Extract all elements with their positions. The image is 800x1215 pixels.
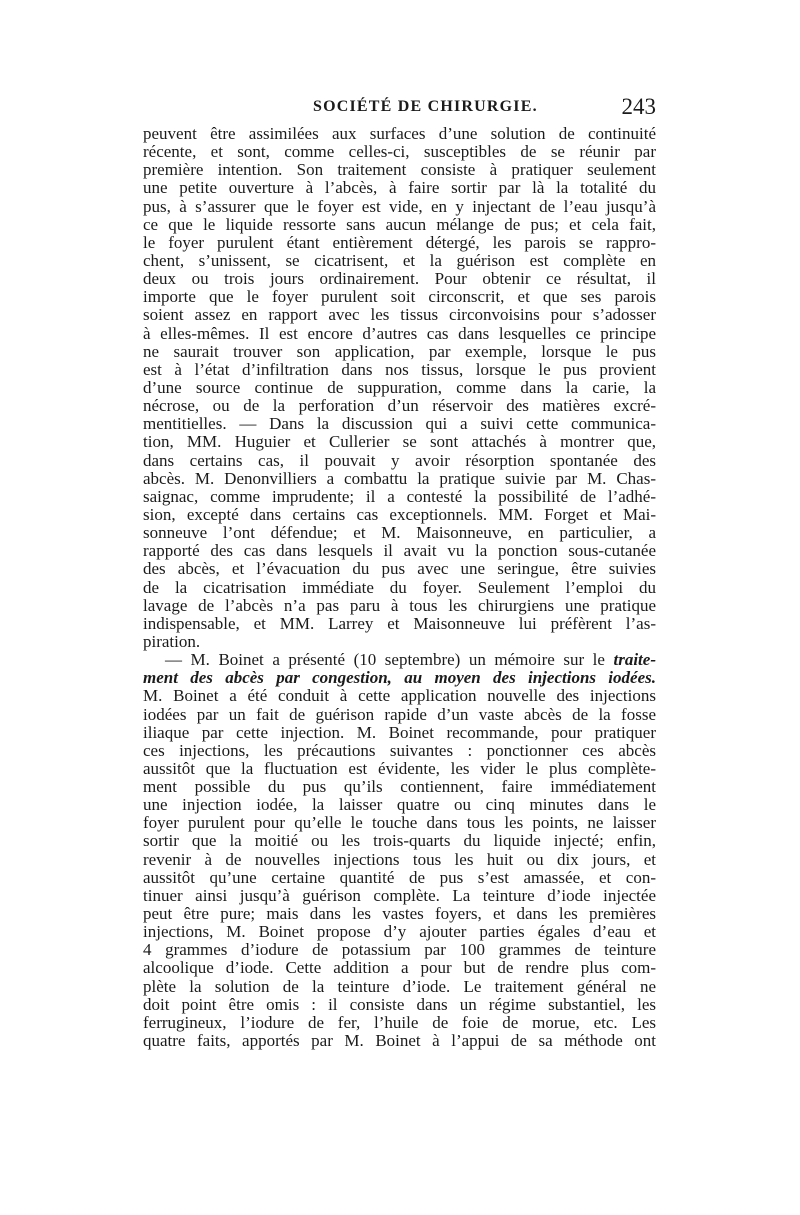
text-line: chent, s’unissent, se cicatrisent, et la guérison est complète en (143, 250, 656, 270)
paragraph-2-body (143, 687, 656, 1050)
text-line: foyer purulent pour qu’elle le touche dans tous les points, ne laisser (143, 813, 656, 833)
text-line: des abcès, et l’évacuation du pus avec une seringue, être suivies (143, 559, 656, 579)
text-line: iodées par un fait de guérison rapide d’un vaste abcès de la fosse (143, 704, 656, 724)
text-line: est à l’état d’infiltration dans nos tissus, lorsque le pus provient (143, 359, 656, 379)
text-line: ce que le liquide ressorte sans aucun mélange de pus; et cela fait, (143, 214, 656, 234)
text-line: ces injections, les précautions suivantes : ponctionner ces abcès (143, 740, 656, 760)
italic-title: traite- (613, 650, 656, 670)
text-line: le foyer purulent étant entièrement détergé, les parois se rappro- (143, 232, 656, 252)
text-line: abcès. M. Denonvilliers a combattu la pratique suivie par M. Chas- (143, 468, 656, 488)
text-line: importe que le foyer purulent soit circonscrit, et que ses parois (143, 287, 656, 307)
text-line: pus, à s’assurer que le foyer est vide, en y injectant de l’eau jusqu’à (143, 196, 656, 216)
text-line: alcoolique d’iode. Cette addition a pour but de rendre plus com- (143, 958, 656, 978)
text-line: rapporté des cas dans lesquels il avait vu la ponction sous-cutanée (143, 541, 656, 561)
text-line: 4 grammes d’iodure de potassium par 100 grammes de teinture (143, 940, 656, 960)
page-header (143, 94, 656, 124)
text-line: nécrose, ou de la perforation d’un réservoir des matières excré- (143, 396, 656, 416)
text-line: lavage de l’abcès n’a pas paru à tous les chirurgiens une pratique (143, 595, 656, 615)
text-line: sortir que la moitié ou les trois-quarts du liquide injecté; enfin, (143, 831, 656, 851)
paragraph-1 (143, 125, 656, 651)
text-line: quatre faits, apportés par M. Boinet à l’appui de sa méthode ont (143, 1031, 656, 1051)
text-line: ne saurait trouver son application, par exemple, lorsque le pus (143, 341, 656, 361)
paragraph-2 (143, 651, 656, 1050)
text-line: ment possible du pus qu’ils contiennent, faire immédiatement (143, 777, 656, 797)
text-line: M. Boinet a été conduit à cette application nouvelle des injections (143, 686, 656, 706)
text-line: injections, M. Boinet propose d’y ajouter parties égales d’eau et (143, 922, 656, 942)
text-line: doit point être omis : il consiste dans un régime substantiel, les (143, 994, 656, 1014)
text-line: dans certains cas, il pouvait y avoir résorption spontanée des (143, 450, 656, 470)
running-head: SOCIÉTÉ DE CHIRURGIE. (313, 98, 538, 115)
text-line: tinuer ainsi jusqu’à guérison complète. La teinture d’iode injectée (143, 885, 656, 905)
text-line: saignac, comme imprudente; il a contesté la possibilité de l’adhé- (143, 486, 656, 506)
text-line: peut être pure; mais dans les vastes foyers, et dans les premières (143, 904, 656, 924)
text-line: première intention. Son traitement consiste à pratiquer seulement (143, 160, 656, 180)
text-line: peuvent être assimilées aux surfaces d’une solution de continuité (143, 124, 656, 143)
text-line: aussitôt qu’une certaine quantité de pus s’est amassée, et con- (143, 867, 656, 887)
text-line: mentitielles. — Dans la discussion qui a suivi cette communica- (143, 414, 656, 434)
text-line: tion, MM. Huguier et Cullerier se sont attachés à montrer que, (143, 432, 656, 452)
text-line: ferrugineux, l’iodure de fer, l’huile de foie de morue, etc. Les (143, 1012, 656, 1032)
text-line: soient assez en rapport avec les tissus circonvoisins pour s’adosser (143, 305, 656, 325)
text-line (143, 651, 656, 669)
text-line: sonneuve l’ont défendue; et M. Maisonneuve, en particulier, a (143, 523, 656, 543)
text-line: piration. (143, 631, 201, 651)
text-line: de la cicatrisation immédiate du foyer. Seulement l’emploi du (143, 577, 656, 597)
text-line: sion, excepté dans certains cas exceptionnels. MM. Forget et Mai- (143, 504, 656, 524)
body-text (143, 125, 656, 1050)
text-line: une petite ouverture à l’abcès, à faire sortir par là la totalité du (143, 178, 656, 198)
text-line: récente, et sont, comme celles-ci, susceptibles de se réunir par (143, 142, 656, 162)
page-number: 243 (621, 94, 656, 119)
text-line: une injection iodée, la laisser quatre ou cinq minutes dans le (143, 795, 656, 815)
text-line: deux ou trois jours ordinairement. Pour obtenir ce résultat, il (143, 269, 656, 289)
text-line: revenir à de nouvelles injections tous les huit ou dix jours, et (143, 849, 656, 869)
text-line: aussitôt que la fluctuation est évidente, les vider le plus complète- (143, 758, 656, 778)
text-line: indispensable, et MM. Larrey et Maisonneuve lui préfèrent l’as- (143, 613, 656, 633)
text-line: à elles-mêmes. Il est encore d’autres cas dans lesquelles ce principe (143, 323, 656, 343)
text-line: plète la solution de la teinture d’iode. Le traitement général ne (143, 976, 656, 996)
text-line: iliaque par cette injection. M. Boinet recommande, pour pratiquer (143, 722, 656, 742)
text-segment: — M. Boinet a présenté (10 septembre) un mémoire sur le (165, 650, 614, 670)
italic-title-line: ment des abcès par congestion, au moyen des injections iodées. (143, 668, 656, 688)
text-line: d’une source continue de suppuration, comme dans la carie, la (143, 377, 656, 397)
